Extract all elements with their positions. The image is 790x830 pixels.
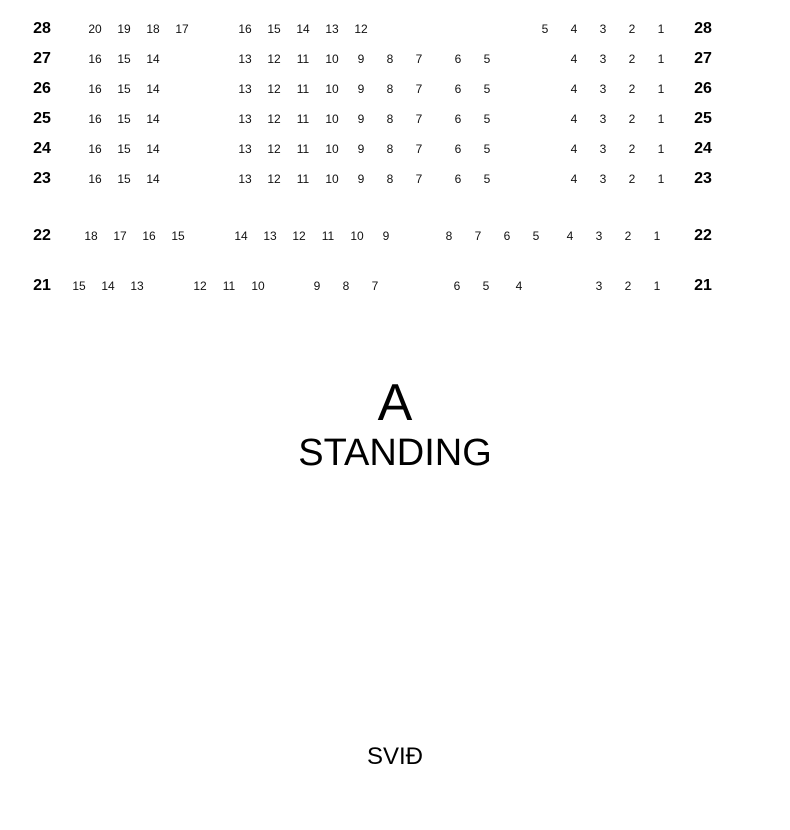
seat-row	[0, 168, 790, 190]
seat[interactable]: 9	[382, 229, 390, 243]
seat[interactable]: 6	[454, 82, 462, 96]
seat[interactable]: 3	[599, 82, 607, 96]
seat[interactable]: 1	[657, 82, 665, 96]
seat[interactable]: 9	[357, 172, 365, 186]
seat[interactable]: 1	[653, 229, 661, 243]
seat[interactable]: 15	[171, 229, 185, 243]
seat[interactable]: 4	[570, 52, 578, 66]
seat[interactable]: 1	[657, 142, 665, 156]
row-label-right: 21	[694, 277, 712, 294]
seat[interactable]: 7	[474, 229, 482, 243]
seat[interactable]: 7	[415, 142, 423, 156]
seat[interactable]: 11	[296, 82, 310, 96]
seat[interactable]: 8	[386, 82, 394, 96]
seat[interactable]: 18	[146, 22, 160, 36]
seat[interactable]: 16	[88, 82, 102, 96]
seat[interactable]: 13	[130, 279, 144, 293]
seat[interactable]: 1	[653, 279, 661, 293]
seat[interactable]: 8	[386, 112, 394, 126]
seat[interactable]: 4	[570, 82, 578, 96]
seat[interactable]: 11	[296, 142, 310, 156]
seat[interactable]: 13	[263, 229, 277, 243]
seat[interactable]: 13	[238, 82, 252, 96]
seat[interactable]: 14	[101, 279, 115, 293]
seat[interactable]: 17	[175, 22, 189, 36]
seat[interactable]: 12	[267, 52, 281, 66]
seat[interactable]: 8	[386, 172, 394, 186]
seat[interactable]: 13	[238, 52, 252, 66]
seat[interactable]: 16	[88, 52, 102, 66]
seat[interactable]: 10	[251, 279, 265, 293]
seat[interactable]: 9	[357, 112, 365, 126]
seat[interactable]: 7	[415, 172, 423, 186]
seat[interactable]: 1	[657, 112, 665, 126]
seat[interactable]: 2	[628, 82, 636, 96]
seat[interactable]: 16	[88, 112, 102, 126]
seat[interactable]: 12	[354, 22, 368, 36]
row-label-left: 23	[33, 170, 51, 187]
seat[interactable]: 12	[193, 279, 207, 293]
seat[interactable]: 7	[415, 112, 423, 126]
seat[interactable]: 5	[482, 279, 490, 293]
row-label-left: 25	[33, 110, 51, 127]
seat[interactable]: 15	[117, 82, 131, 96]
seat[interactable]: 9	[357, 52, 365, 66]
seat[interactable]: 6	[503, 229, 511, 243]
row-label-right: 27	[694, 50, 712, 67]
seat[interactable]: 15	[117, 112, 131, 126]
row-label-left: 22	[33, 227, 51, 244]
seat[interactable]: 10	[325, 52, 339, 66]
seat[interactable]: 12	[267, 142, 281, 156]
seat[interactable]: 14	[146, 52, 160, 66]
seat[interactable]: 1	[657, 52, 665, 66]
seat[interactable]: 7	[415, 52, 423, 66]
seat[interactable]: 12	[292, 229, 306, 243]
seat[interactable]: 2	[628, 22, 636, 36]
seat[interactable]: 10	[325, 112, 339, 126]
seat[interactable]: 6	[454, 52, 462, 66]
section-block	[0, 375, 790, 475]
seat[interactable]: 17	[113, 229, 127, 243]
seat[interactable]: 15	[117, 142, 131, 156]
row-label-right: 26	[694, 80, 712, 97]
seat[interactable]: 15	[72, 279, 86, 293]
seat[interactable]: 3	[599, 172, 607, 186]
seat[interactable]: 2	[628, 172, 636, 186]
seat-row	[0, 48, 790, 70]
seat[interactable]: 6	[454, 172, 462, 186]
row-label-left: 21	[33, 277, 51, 294]
seat[interactable]: 11	[296, 112, 310, 126]
seat[interactable]: 6	[453, 279, 461, 293]
seat[interactable]: 20	[88, 22, 102, 36]
seat[interactable]: 10	[325, 142, 339, 156]
seat[interactable]: 16	[88, 172, 102, 186]
seat[interactable]: 5	[483, 142, 491, 156]
seat[interactable]: 2	[624, 279, 632, 293]
seat[interactable]: 12	[267, 172, 281, 186]
seat[interactable]: 13	[238, 112, 252, 126]
seat[interactable]: 14	[146, 172, 160, 186]
seat-row	[0, 108, 790, 130]
row-label-left: 26	[33, 80, 51, 97]
seat-row	[0, 18, 790, 40]
seat[interactable]: 10	[350, 229, 364, 243]
seat[interactable]: 9	[357, 82, 365, 96]
seat[interactable]: 14	[234, 229, 248, 243]
seat[interactable]: 11	[296, 172, 310, 186]
row-label-right: 22	[694, 227, 712, 244]
seat[interactable]: 16	[88, 142, 102, 156]
seat[interactable]: 3	[599, 112, 607, 126]
seat[interactable]: 5	[483, 82, 491, 96]
seat[interactable]: 15	[117, 52, 131, 66]
seat[interactable]: 9	[313, 279, 321, 293]
seat[interactable]: 3	[595, 229, 603, 243]
seat[interactable]: 4	[515, 279, 523, 293]
seat[interactable]: 15	[117, 172, 131, 186]
seat[interactable]: 5	[532, 229, 540, 243]
seat[interactable]: 6	[454, 112, 462, 126]
section-letter: A	[377, 374, 413, 432]
seat[interactable]: 5	[483, 112, 491, 126]
seat[interactable]: 4	[570, 172, 578, 186]
seat[interactable]: 14	[146, 112, 160, 126]
seat[interactable]: 8	[386, 52, 394, 66]
row-label-left: 27	[33, 50, 51, 67]
seat[interactable]: 2	[628, 52, 636, 66]
seat[interactable]: 11	[222, 279, 236, 293]
seat[interactable]: 4	[570, 112, 578, 126]
seat[interactable]: 7	[371, 279, 379, 293]
seat[interactable]: 12	[267, 112, 281, 126]
seat[interactable]: 6	[454, 142, 462, 156]
seat[interactable]: 1	[657, 172, 665, 186]
seat[interactable]: 3	[599, 22, 607, 36]
seat[interactable]: 4	[566, 229, 574, 243]
seat[interactable]: 11	[321, 229, 335, 243]
seat[interactable]: 9	[357, 142, 365, 156]
seat[interactable]: 12	[267, 82, 281, 96]
seat[interactable]: 18	[84, 229, 98, 243]
seat[interactable]: 3	[595, 279, 603, 293]
row-label-left: 28	[33, 20, 51, 37]
seat[interactable]: 2	[628, 112, 636, 126]
row-label-right: 24	[694, 140, 712, 157]
seat[interactable]: 2	[624, 229, 632, 243]
row-label-right: 23	[694, 170, 712, 187]
seat[interactable]: 4	[570, 142, 578, 156]
seat[interactable]: 11	[296, 52, 310, 66]
seat[interactable]: 10	[325, 172, 339, 186]
seat[interactable]: 3	[599, 52, 607, 66]
seat[interactable]: 14	[146, 82, 160, 96]
seat[interactable]: 13	[325, 22, 339, 36]
seat[interactable]: 8	[342, 279, 350, 293]
seat[interactable]: 5	[541, 22, 549, 36]
seat[interactable]: 13	[238, 142, 252, 156]
seat-row	[0, 225, 790, 247]
seat-row	[0, 138, 790, 160]
row-label-right: 28	[694, 20, 712, 37]
seat[interactable]: 15	[267, 22, 281, 36]
seat[interactable]: 3	[599, 142, 607, 156]
seat[interactable]: 8	[445, 229, 453, 243]
seat[interactable]: 10	[325, 82, 339, 96]
seat[interactable]: 5	[483, 52, 491, 66]
section-name: STANDING	[298, 432, 492, 474]
seat[interactable]: 5	[483, 172, 491, 186]
seat-map	[0, 0, 790, 320]
seat[interactable]: 14	[146, 142, 160, 156]
seat[interactable]: 19	[117, 22, 131, 36]
seat[interactable]: 8	[386, 142, 394, 156]
stage-label: SVIÐ	[366, 743, 423, 770]
seat[interactable]: 14	[296, 22, 310, 36]
seat[interactable]: 13	[238, 172, 252, 186]
seat-row	[0, 275, 790, 297]
seat[interactable]: 1	[657, 22, 665, 36]
seat[interactable]: 16	[142, 229, 156, 243]
seat[interactable]: 16	[238, 22, 252, 36]
seat[interactable]: 4	[570, 22, 578, 36]
row-label-right: 25	[694, 110, 712, 127]
seat[interactable]: 7	[415, 82, 423, 96]
row-label-left: 24	[33, 140, 51, 157]
seat[interactable]: 2	[628, 142, 636, 156]
seat-row	[0, 78, 790, 100]
